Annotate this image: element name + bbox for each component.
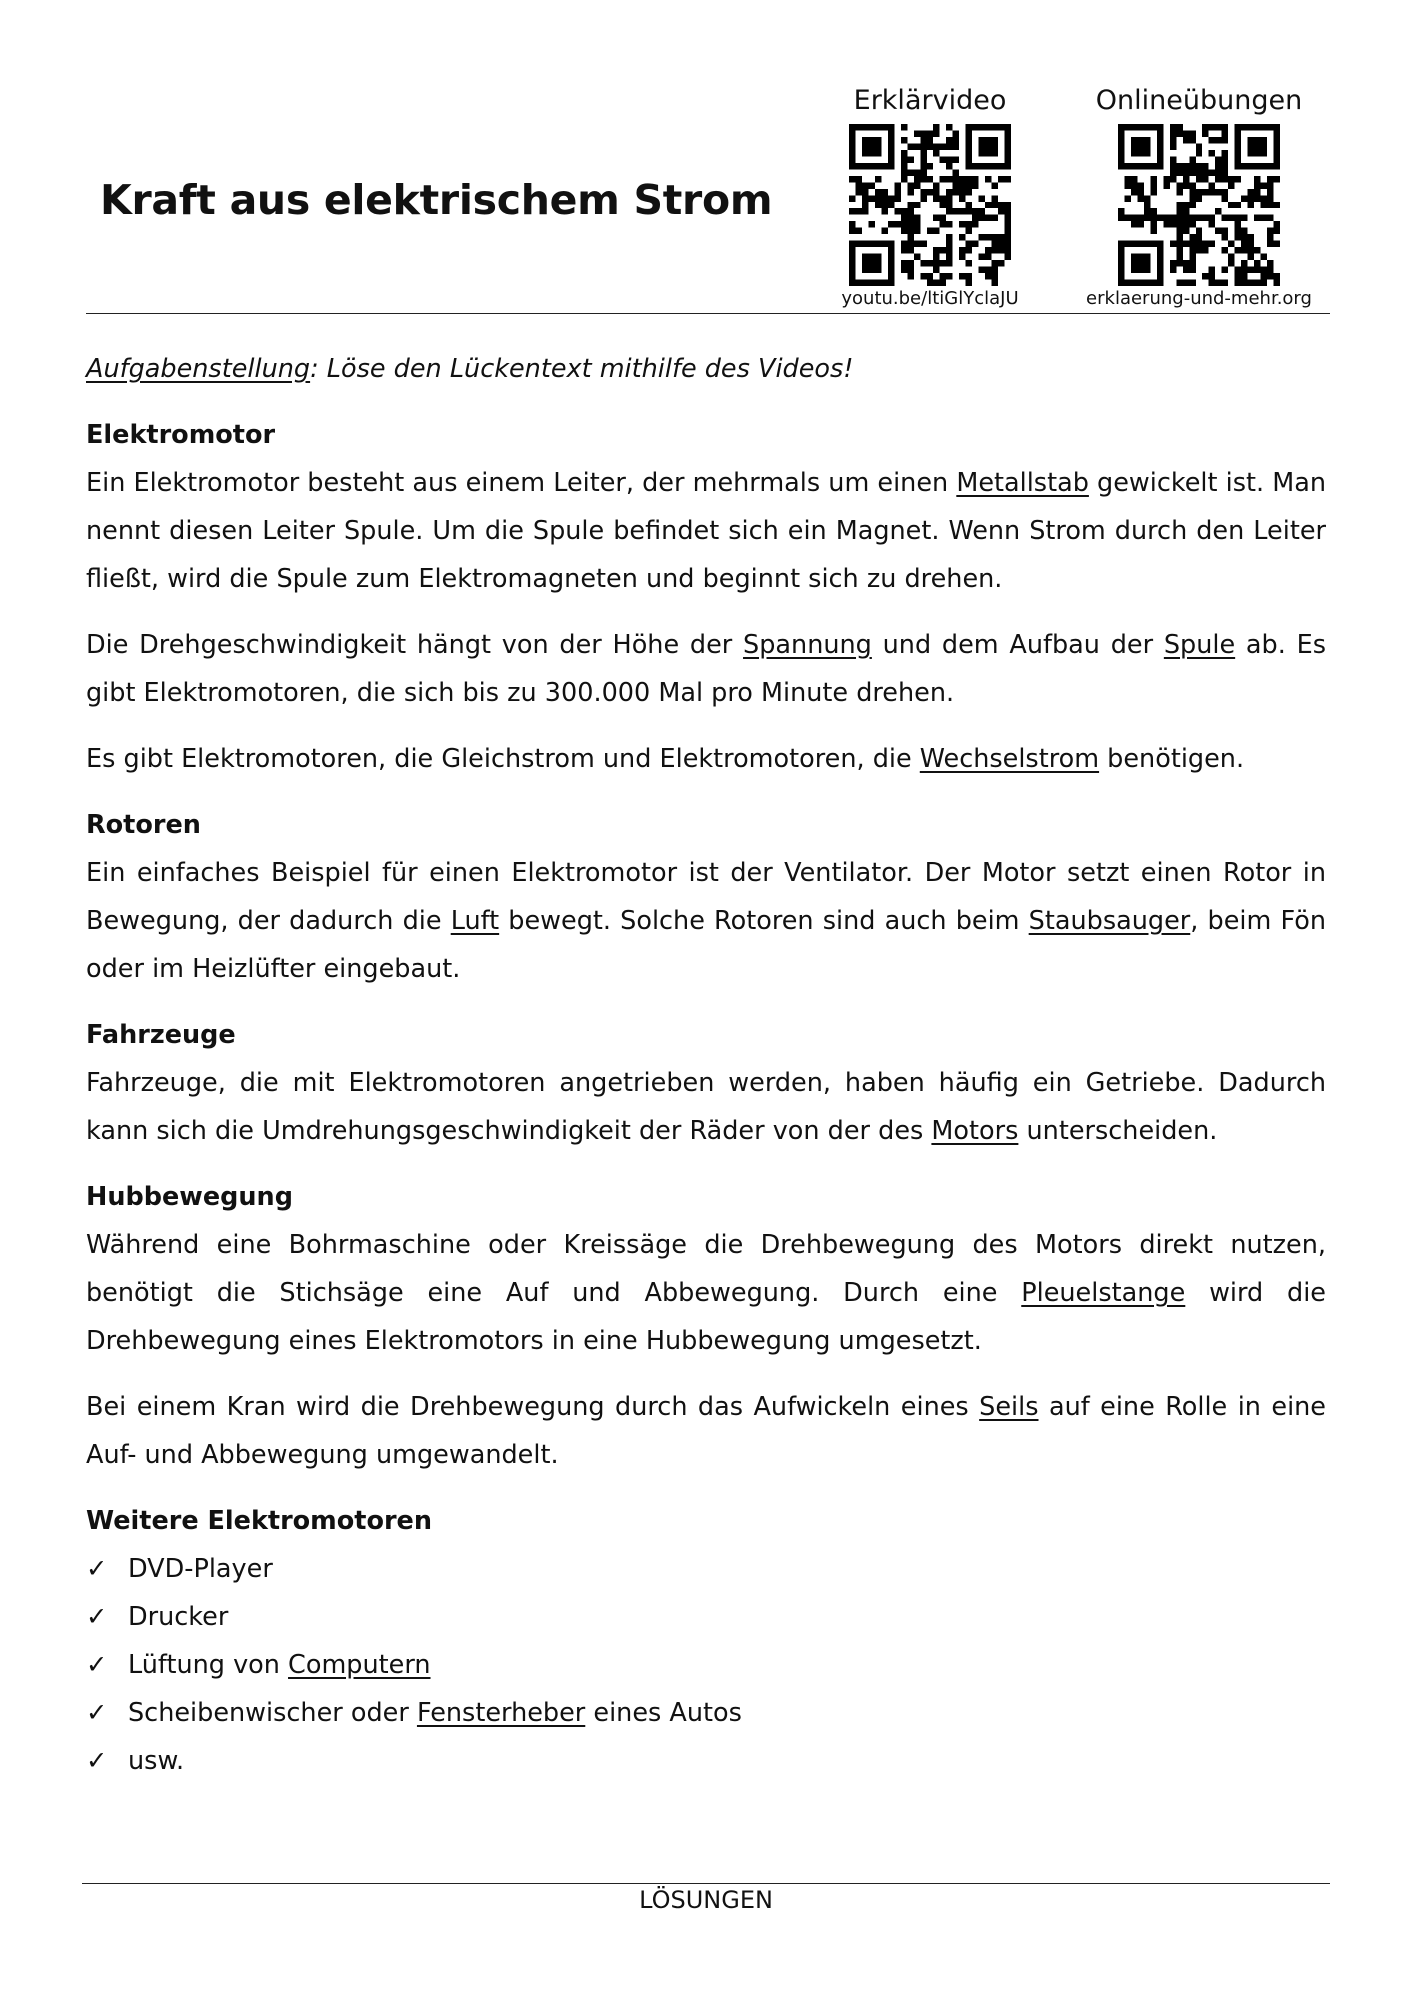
qr-url: erklaerung-und-mehr.org <box>1086 288 1312 309</box>
qr-block-exercises <box>1069 84 1329 309</box>
list-item <box>86 1641 1326 1689</box>
qr-code-icon[interactable] <box>849 124 1011 286</box>
text: Lüftung von <box>128 1650 289 1680</box>
qr-caption: Erklärvideo <box>853 85 1007 116</box>
gap-answer: Spannung <box>743 630 872 660</box>
text: Scheibenwischer oder <box>128 1698 417 1728</box>
list-item <box>86 1689 1326 1737</box>
text: Ein einfaches Beispiel für einen Elektromotor ist der Ventilator. Der Motor setzt einen Rotor in Bewegung, der dadurch die <box>86 858 1326 936</box>
list-item <box>86 1593 1326 1641</box>
text: wird die Drehbewegung eines Elektromotors in eine Hubbewegung umgesetzt. <box>86 1278 1326 1356</box>
checkmark-icon: ✓ <box>86 1698 108 1728</box>
paragraph <box>86 849 1326 993</box>
qr-code-icon[interactable] <box>1118 124 1280 286</box>
text: ab. Es gibt Elektromotoren, die sich bis zu 300.000 Mal pro Minute drehen. <box>86 630 1327 708</box>
footer-label: LÖSUNGEN <box>639 1886 773 1914</box>
text: Während eine Bohrmaschine oder Kreissäge die Drehbewegung des Motors direkt nutzen, benötigt die Stichsäge eine Auf und Abbewegung. Durch eine <box>86 1230 1326 1308</box>
text: auf eine Rolle in eine Auf- und Abbewegung umgewandelt. <box>86 1392 1327 1470</box>
page-title: Kraft aus elektrischem Strom <box>100 176 773 224</box>
text: Es gibt Elektromotoren, die Gleichstrom und Elektromotoren, die <box>86 744 920 774</box>
text: eines Autos <box>585 1698 742 1728</box>
qr-url: youtu.be/ltiGlYclaJU <box>841 288 1019 309</box>
text: , beim Fön oder im Heizlüfter eingebaut. <box>86 906 1326 984</box>
text: gewickelt ist. Man nennt diesen Leiter Spule. Um die Spule befindet sich ein Magnet. Wenn Strom durch den Leiter fließt, wird die Spule zum Elektromagneten und beginnt sich zu drehen. <box>86 468 1326 594</box>
paragraph <box>86 459 1326 603</box>
section-heading: Rotoren <box>86 810 201 840</box>
worksheet-body <box>86 345 1326 1785</box>
text: DVD-Player <box>128 1554 273 1584</box>
gap-answer: Spule <box>1163 630 1236 660</box>
text: Fahrzeuge, die mit Elektromotoren angetrieben werden, haben häufig ein Getriebe. Dadurch kann sich die Umdrehungsgeschwindigkeit der Räder von der des <box>86 1068 1326 1146</box>
task-text: : Löse den Lückentext mithilfe des Videos! <box>310 354 854 384</box>
gap-answer: Seils <box>979 1392 1039 1422</box>
paragraph <box>86 1383 1326 1479</box>
text: Drucker <box>128 1602 229 1632</box>
list-item <box>86 1737 1326 1785</box>
header-divider <box>86 313 1330 314</box>
checkmark-icon: ✓ <box>86 1650 108 1680</box>
gap-answer: Wechselstrom <box>919 744 1100 774</box>
text: Ein Elektromotor besteht aus einem Leiter, der mehrmals um einen <box>86 468 957 498</box>
section-heading: Weitere Elektromotoren <box>86 1506 433 1536</box>
task-label: Aufgabenstellung <box>86 354 311 384</box>
section-heading: Elektromotor <box>86 420 276 450</box>
section-heading: Hubbewegung <box>86 1182 293 1212</box>
footer-divider <box>82 1883 1330 1884</box>
text: unterscheiden. <box>1018 1116 1218 1146</box>
text: Die Drehgeschwindigkeit hängt von der Höhe der <box>86 630 744 660</box>
qr-caption: Onlineübungen <box>1095 85 1303 116</box>
gap-answer: Motors <box>931 1116 1019 1146</box>
paragraph <box>86 735 1326 783</box>
qr-block-video <box>800 84 1060 309</box>
checkmark-icon: ✓ <box>86 1746 108 1776</box>
gap-answer: Staubsauger <box>1028 906 1191 936</box>
gap-answer: Luft <box>450 906 500 936</box>
paragraph <box>86 1221 1326 1365</box>
checkmark-icon: ✓ <box>86 1554 108 1584</box>
gap-answer: Computern <box>288 1650 431 1680</box>
gap-answer: Pleuelstange <box>1021 1278 1186 1308</box>
paragraph <box>86 621 1326 717</box>
gap-answer: Metallstab <box>956 468 1089 498</box>
paragraph <box>86 1059 1326 1155</box>
text: Bei einem Kran wird die Drehbewegung durch das Aufwickeln eines <box>86 1392 980 1422</box>
list-item <box>86 1545 1326 1593</box>
motor-list <box>86 1545 1326 1785</box>
text: benötigen. <box>1099 744 1245 774</box>
text: und dem Aufbau der <box>871 630 1164 660</box>
text: usw. <box>128 1746 185 1776</box>
text: bewegt. Solche Rotoren sind auch beim <box>499 906 1029 936</box>
section-heading: Fahrzeuge <box>86 1020 236 1050</box>
gap-answer: Fensterheber <box>416 1698 586 1728</box>
task-instruction <box>86 345 1326 393</box>
checkmark-icon: ✓ <box>86 1602 108 1632</box>
